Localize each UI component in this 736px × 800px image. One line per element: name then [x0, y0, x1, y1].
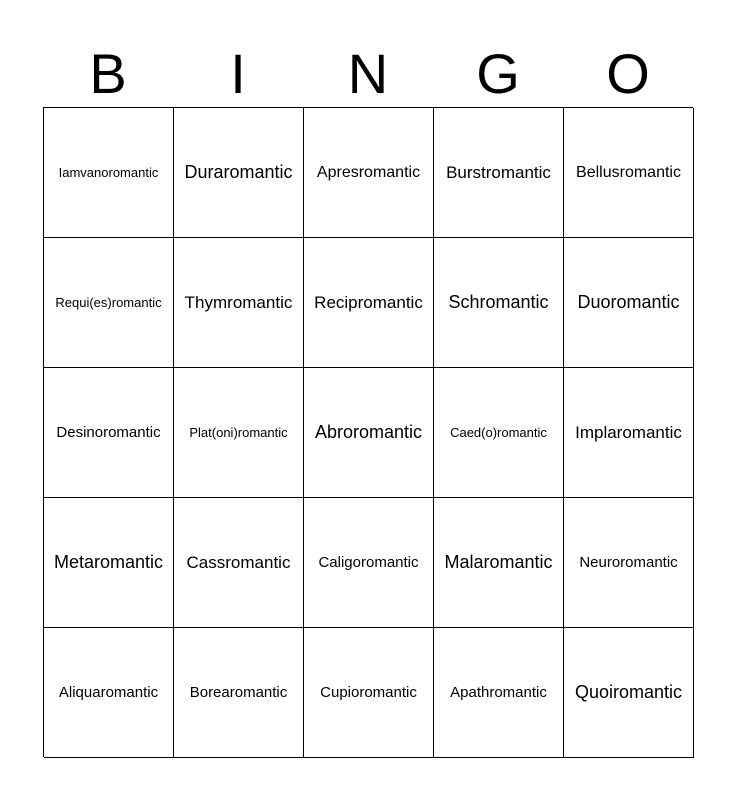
bingo-cell[interactable]: Caed(o)romantic: [434, 368, 564, 498]
bingo-cell[interactable]: Malaromantic: [434, 498, 564, 628]
bingo-cell[interactable]: Duoromantic: [564, 238, 694, 368]
bingo-board: [43, 107, 693, 757]
header-letter-n: N: [347, 42, 389, 105]
bingo-cell[interactable]: Neuroromantic: [564, 498, 694, 628]
bingo-cell[interactable]: Abroromantic: [304, 368, 434, 498]
bingo-cell[interactable]: Aliquaromantic: [44, 628, 174, 758]
bingo-cell[interactable]: Quoiromantic: [564, 628, 694, 758]
bingo-cell[interactable]: Recipromantic: [304, 238, 434, 368]
bingo-cell[interactable]: Burstromantic: [434, 108, 564, 238]
bingo-cell[interactable]: Borearomantic: [174, 628, 304, 758]
bingo-cell[interactable]: Caligoromantic: [304, 498, 434, 628]
bingo-cell[interactable]: Metaromantic: [44, 498, 174, 628]
bingo-cell[interactable]: Desinoromantic: [44, 368, 174, 498]
bingo-cell[interactable]: Iamvanoromantic: [44, 108, 174, 238]
bingo-cell[interactable]: Implaromantic: [564, 368, 694, 498]
bingo-cell[interactable]: Bellusromantic: [564, 108, 694, 238]
header-letter-o: O: [606, 42, 650, 105]
bingo-cell[interactable]: Duraromantic: [174, 108, 304, 238]
bingo-header: [43, 40, 693, 108]
bingo-cell[interactable]: Thymromantic: [174, 238, 304, 368]
header-letter-g: G: [476, 42, 520, 105]
bingo-cell[interactable]: Plat(oni)romantic: [174, 368, 304, 498]
header-letter-b: B: [89, 42, 127, 105]
header-letter-i: I: [230, 42, 246, 105]
bingo-cell[interactable]: Cassromantic: [174, 498, 304, 628]
bingo-cell[interactable]: Schromantic: [434, 238, 564, 368]
bingo-cell[interactable]: Cupioromantic: [304, 628, 434, 758]
bingo-cell[interactable]: Requi(es)romantic: [44, 238, 174, 368]
bingo-cell[interactable]: Apresromantic: [304, 108, 434, 238]
bingo-cell[interactable]: Apathromantic: [434, 628, 564, 758]
